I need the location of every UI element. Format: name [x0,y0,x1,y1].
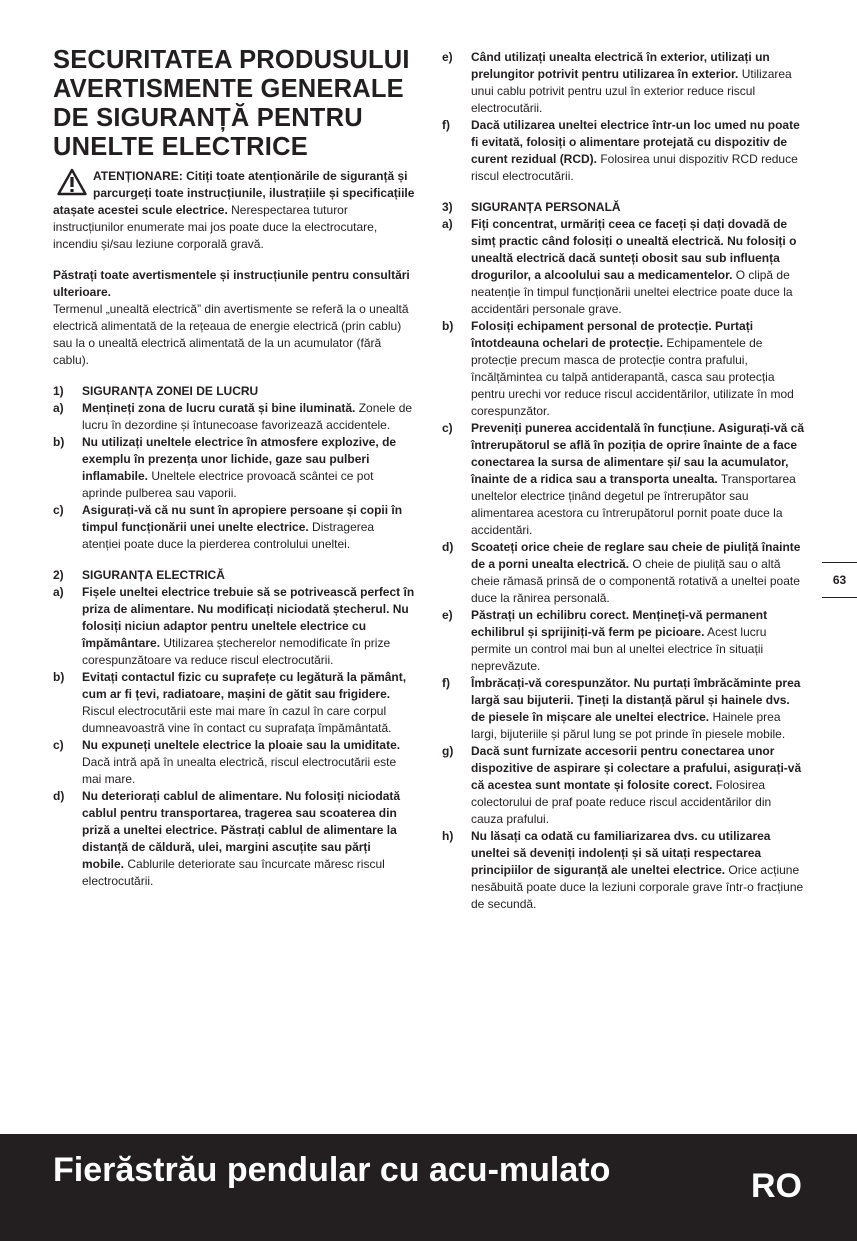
warning-triangle-icon [57,168,87,196]
warning-text: Nerespectarea tuturor instrucțiunilor enumerate mai jos poate duce la electrocutare, incendiu și/sau leziune corporală gravă. [53,203,378,251]
left-column [53,46,415,904]
list-item: b) Nu utilizați uneltele electrice în atmosfere explozive, de exemplu în prezența unor lichide, gaze sau pulberi inflamabile. Uneltele electrice provoacă scântei ce pot aprinde pulberea sau vaporii. [53,435,397,500]
list-item: d) Nu deteriorați cablul de alimentare. Nu folosiți niciodată cablul pentru transportarea, tragerea sau scoaterea din priză a uneltei electrice. Păstrați cablul de alimentare la distanță de căldură, ulei, margini ascuțite sau părți mobile. Cablurile deteriorate sau încurcate măresc riscul electrocutării. [53,789,401,888]
page-number: 63 [822,562,857,598]
footer-bar [0,1134,857,1241]
section-electrical-continued [442,49,804,185]
product-title: Fierăstrău pendular cu acu-mulato [53,1151,611,1189]
list-item: c) Nu expuneți uneltele electrice la ploaie sau la umiditate. Dacă intră apă în unealta electrică, riscul electrocutării este mai mare. [53,738,401,786]
page-title: SECURITATEA PRODUSULUI AVERTISMENTE GENERALE DE SIGURANȚĂ PENTRU UNELTE ELECTRICE [53,46,410,161]
right-column [442,49,804,927]
keep-bold-text: Păstrați toate avertismentele și instrucțiunile pentru consultări ulterioare. [53,268,410,299]
section-electrical-safety [53,567,415,890]
list-item: a) Fișele uneltei electrice trebuie să se potrivească perfect în priza de alimentare. Nu modificați niciodată ștecherul. Nu folosiți niciun adaptor pentru uneltele electrice cu împământare. Utilizarea ștecherelor nemodificate în prize corespunzătoare va reduce riscul electrocutării. [53,585,415,667]
section-heading: 2) SIGURANȚA ELECTRICĂ [53,568,225,582]
list-item: a) Mențineți zona de lucru curată și bine iluminată. Zonele de lucru în dezordine și întunecoase favorizează accidentele. [53,401,413,432]
section-heading: 3) SIGURANȚA PERSONALĂ [442,200,621,214]
keep-instructions [53,267,415,369]
list-item: e) Păstrați un echilibru corect. Mențineți-vă permanent echilibrul și sprijiniți-vă ferm pe picioare. Acest lucru permite un control mai bun al uneltei electrice în situații neprevăzute. [442,608,768,673]
warning-bold-text: ATENȚIONARE: Citiți toate atenționările de siguranță și parcurgeți toate instrucțiunile, ilustrațiile și specificațiile atașate acestei scule electrice. [53,169,415,217]
section-personal-safety [442,199,804,913]
section-work-area [53,383,415,553]
warning-block [53,168,415,253]
language-code: RO [751,1167,802,1205]
list-item: f) Dacă utilizarea uneltei electrice într-un loc umed nu poate fi evitată, folosiți o alimentare protejată cu dispozitiv de curent rezidual (RCD). Folosirea unui dispozitiv RCD reduce riscul electrocutării. [442,118,800,183]
list-item: b) Evitați contactul fizic cu suprafețe cu legătură la pământ, cum ar fi țevi, radiatoare, mașini de gătit sau frigidere. Riscul electrocutării este mai mare în cazul în care corpul dumneavoastră vine în contact cu suprafața împământată. [53,670,407,735]
list-item: g) Dacă sunt furnizate accesorii pentru conectarea unor dispozitive de aspirare și colectare a prafului, asigurați-vă că acestea sunt montate și folosite corect. Folosirea colectorului de praf poate reduce riscul accidentărilor din cauza prafului. [442,744,802,826]
section-heading: 1) SIGURANȚA ZONEI DE LUCRU [53,384,259,398]
list-item: f) Îmbrăcați-vă corespunzător. Nu purtați îmbrăcăminte prea largă sau bijuterii. Țineți la distanță părul și hainele dvs. de piesele în mișcare ale uneltei electrice. Hainele prea largi, bijuteriile și părul lung se pot prinde în piesele mobile. [442,676,801,741]
list-item: b) Folosiți echipament personal de protecție. Purtați întotdeauna ochelari de protecție. Echipamentele de protecție precum masca de protecție contra prafului, încălțămintea cu talpă antiderapantă, casca sau protecția pentru urechi vor reduce riscul accidentărilor, utilizate în mod corespunzător. [442,319,794,418]
list-item: c) Preveniți punerea accidentală în funcțiune. Asigurați-vă că întrerupătorul se află în poziția de oprire înainte de a face conectarea la sursa de alimentare și/ sau la acumulator, înainte de a ridica sau a transporta unealta. Transportarea uneltelor electrice ținând degetul pe întrerupător sau alimentarea acestora cu întrerupătorul pornit poate duce la accidentări. [442,421,804,537]
list-item: a) Fiți concentrat, urmăriți ceea ce faceți și dați dovadă de simț practic când folosiți o unealtă electrică. Nu folosiți o unealtă electrică dacă sunteți obosit sau sub influența drogurilor, a alcoolului sau a medicamentelor. O clipă de neatenție în timpul funcționării uneltei electrice poate duce la accidentări personale grave. [442,217,797,316]
list-item: c) Asigurați-vă că nu sunt în apropiere persoane și copii în timpul funcționării unei unelte electrice. Distragerea atenției poate duce la pierderea controlului uneltei. [53,503,403,551]
keep-text: Termenul „unealtă electrică” din avertismente se referă la o unealtă electrică alimentată de la rețeaua de energie electrică (prin cablu) sau la o unealtă electrică alimentată de la un acumulator (fără cablu). [53,302,409,367]
list-item: e) Când utilizați unealta electrică în exterior, utilizați un prelungitor potrivit pentru utilizarea în exterior. Utilizarea unui cablu potrivit pentru uzul în exterior reduce riscul electrocutării. [442,50,792,115]
list-item: h) Nu lăsați ca odată cu familiarizarea dvs. cu utilizarea uneltei să deveniți indolenți și să uitați respectarea principiilor de siguranță ale uneltei electrice. Orice acțiune nesăbuită poate duce la leziuni corporale grave într-o fracțiune de secundă. [442,829,804,911]
list-item: d) Scoateți orice cheie de reglare sau cheie de piuliță înainte de a porni unealta electrică. O cheie de piuliță sau o altă cheie rămasă prinsă de o componentă rotativă a uneltei poate duce la rănirea personală. [442,540,801,605]
